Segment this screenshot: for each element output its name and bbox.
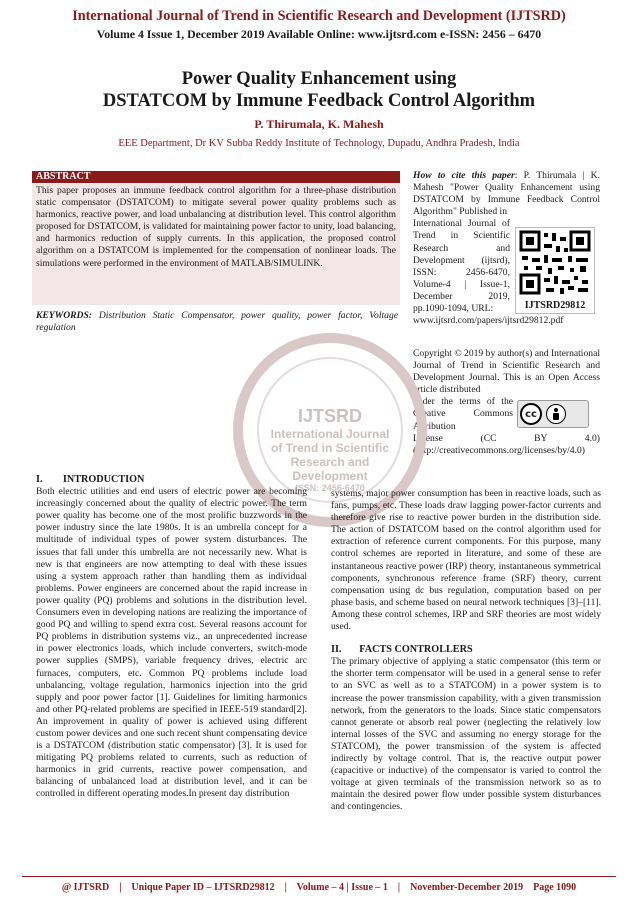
keywords-text: Distribution Static Compensator, power quality, power factor, Voltage regulation bbox=[36, 310, 398, 334]
page-footer: @ IJTSRD | Unique Paper ID – IJTSRD29812 | Volume – 4 | Issue – 1 | November-December 2019 Page 1090 bbox=[61, 882, 577, 893]
title-line-2: DSTATCOM by Immune Feedback Control Algorithm bbox=[102, 91, 536, 111]
watermark-line-4: Development bbox=[292, 469, 368, 483]
copyright-text-bottom[interactable]: License (CC BY 4.0) (http://creativecommons.org/licenses/by/4.0) bbox=[413, 432, 600, 456]
citation-text-side: International Journal of Trend in Scientific Research and Development (ijtsrd), ISSN: 2456-6470, Volume-4 | Issue-1, December 2019, pp.1090-1094, URL: bbox=[413, 218, 510, 315]
watermark-line-3: Research and bbox=[290, 455, 370, 469]
abstract-heading: ABSTRACT bbox=[32, 171, 400, 183]
left-column bbox=[36, 474, 307, 801]
right-column bbox=[331, 488, 601, 813]
footer-divider bbox=[22, 876, 616, 877]
citation-label: How to cite this paper bbox=[413, 170, 515, 181]
watermark-issn: ISSN: 2456-6470 bbox=[295, 483, 365, 493]
copyright-text-side: under the terms of the Creative Commons Attribution bbox=[413, 396, 513, 432]
section-heading-facts-controllers: II. FACTS CONTROLLERS bbox=[331, 644, 473, 656]
journal-name: International Journal of Trend in Scientific Research and Development (IJTSRD) bbox=[72, 8, 566, 24]
copyright-text-top: Copyright © 2019 by author(s) and International Journal of Trend in Scientific Research and Development Journal. This is an Open Access article distributed bbox=[413, 348, 600, 396]
title-line-1: Power Quality Enhancement using bbox=[181, 69, 457, 89]
watermark-line-1: International Journal bbox=[270, 427, 390, 441]
authors: P. Thirumala, K. Mahesh bbox=[254, 117, 384, 131]
cc-license-badge[interactable] bbox=[517, 400, 589, 428]
creative-commons-icon: cc bbox=[520, 403, 542, 425]
abstract-body: This paper proposes an immune feedback control algorithm for a three-phase distribution static compensator (DSTATCOM) to mitigate several power quality problems such as harmonics, reactive power, and load unbalancing at distribution level. This control algorithm proposed for DSTATCOM, is validated for maintaining power factor to unity, load balancing, and harmonics reduction of supply currents. In this application, the proposed control algorithm on a DSTATCOM is implemented for the compensation of nonlinear loads. The simulations were performed in the environment of MATLAB/SIMULINK. bbox=[32, 183, 400, 305]
citation-text-top: : P. Thirumala | K. Mahesh "Power Quality Enhancement using DSTATCOM by Immune Feedback Control Algorithm" Published in bbox=[413, 170, 600, 218]
qr-code-icon bbox=[515, 227, 595, 299]
journal-issue-line: Volume 4 Issue 1, December 2019 Available Online: www.ijtsrd.com e-ISSN: 2456 – 6470 bbox=[96, 27, 542, 41]
watermark-center: IJTSRD bbox=[297, 406, 362, 426]
intro-paragraph-1: Both electric utilities and end users of electric power are becoming increasingly concerned about the quality of electric power. The term power quality has become one of the most prolific buzzwords in the power industry since the late 1980s. It is an umbrella concept for a multitude of individual types of power system disturbances. The issues that fall under this umbrella are not necessarily new. What is new is that engineers are now attempting to deal with these issues using a system approach rather than handling them as individual problems. Power engineers are concerned about the rapid increase in power quality (PQ) problems and solutions in the distribution level. Consumers even in developing nations are realizing the importance of good PQ and willing to spend extra cost. Several reasons account for PQ problems in distribution systems viz., an unprecedented increase in power electronics loads, which include converters, switch-mode power supplies (SMPS), variable frequency drives, electric arc furnaces, computers, etc. Common PQ problems include load unbalancing, voltage regulation, harmonics injection into the grid supply and poor power factor [1]. Guidelines for limiting harmonics and other PQ-related problems are specified in IEEE-519 standard[2]. An improvement in quality of power is achieved using different custom power devices and one such recent shunt compensating device is a DSTATCOM (distribution static compensator) [3]. It is used for mitigating PQ problems related to currents, such as reduction of harmonics in grid currents, reactive power compensation, and balancing of unbalanced load at distribution level, and it can be controlled in different operating modes.In present day distribution bbox=[36, 486, 307, 800]
citation-url[interactable]: www.ijtsrd.com/papers/ijtsrd29812.pdf bbox=[413, 315, 564, 327]
section-heading-introduction: I. INTRODUCTION bbox=[36, 474, 145, 485]
keywords-label: KEYWORDS: bbox=[36, 310, 92, 321]
paper-title bbox=[0, 68, 638, 112]
intro-paragraph-2: systems, major power consumption has been in reactive loads, such as fans, pumps, etc. These loads draw lagging power-factor currents and therefore give rise to reactive power burden in the distribution side. The action of DSTATCOM based on the control algorithm used for extraction of reference current components. For this purpose, many control schemes are reported in literature, and some of these are instantaneous reactive power (IRP) theory, instantaneous symmetrical components, synchronous reference frame (SRF) theory, current compensation using dc bus regulation, computation based on per phase basis, and scheme based on neural network techniques [3]–[11]. Among these control schemes, IRP and SRF theories are most widely used. bbox=[331, 488, 601, 633]
watermark-line-2: of Trend in Scientific bbox=[270, 441, 389, 455]
affiliation: EEE Department, Dr KV Subba Reddy Institute of Technology, Dupadu, Andhra Pradesh, India bbox=[118, 138, 520, 149]
qr-paper-id: IJTSRD29812 bbox=[515, 298, 595, 314]
facts-paragraph-1: The primary objective of applying a static compensator (this term or the shorter term compensator will be used in a general sense to refer to an SVC as well as to a STATCOM) in a power system is to increase the power transmission capability, with a given transmission network, from the generators to the loads. Since static compensators cannot generate or absorb real power (neglecting the relatively low internal losses of the SVC and assuming no energy storage for the STATCOM), the power transmission of the system is affected indirectly by voltage control. That is, the reactive output power (capacitive or inductive) of the compensator is varied to control the voltage at given terminals of the transmission network so as to maintain the desired power flow under possible system disturbances and contingencies. bbox=[331, 656, 601, 813]
by-icon bbox=[546, 404, 566, 424]
